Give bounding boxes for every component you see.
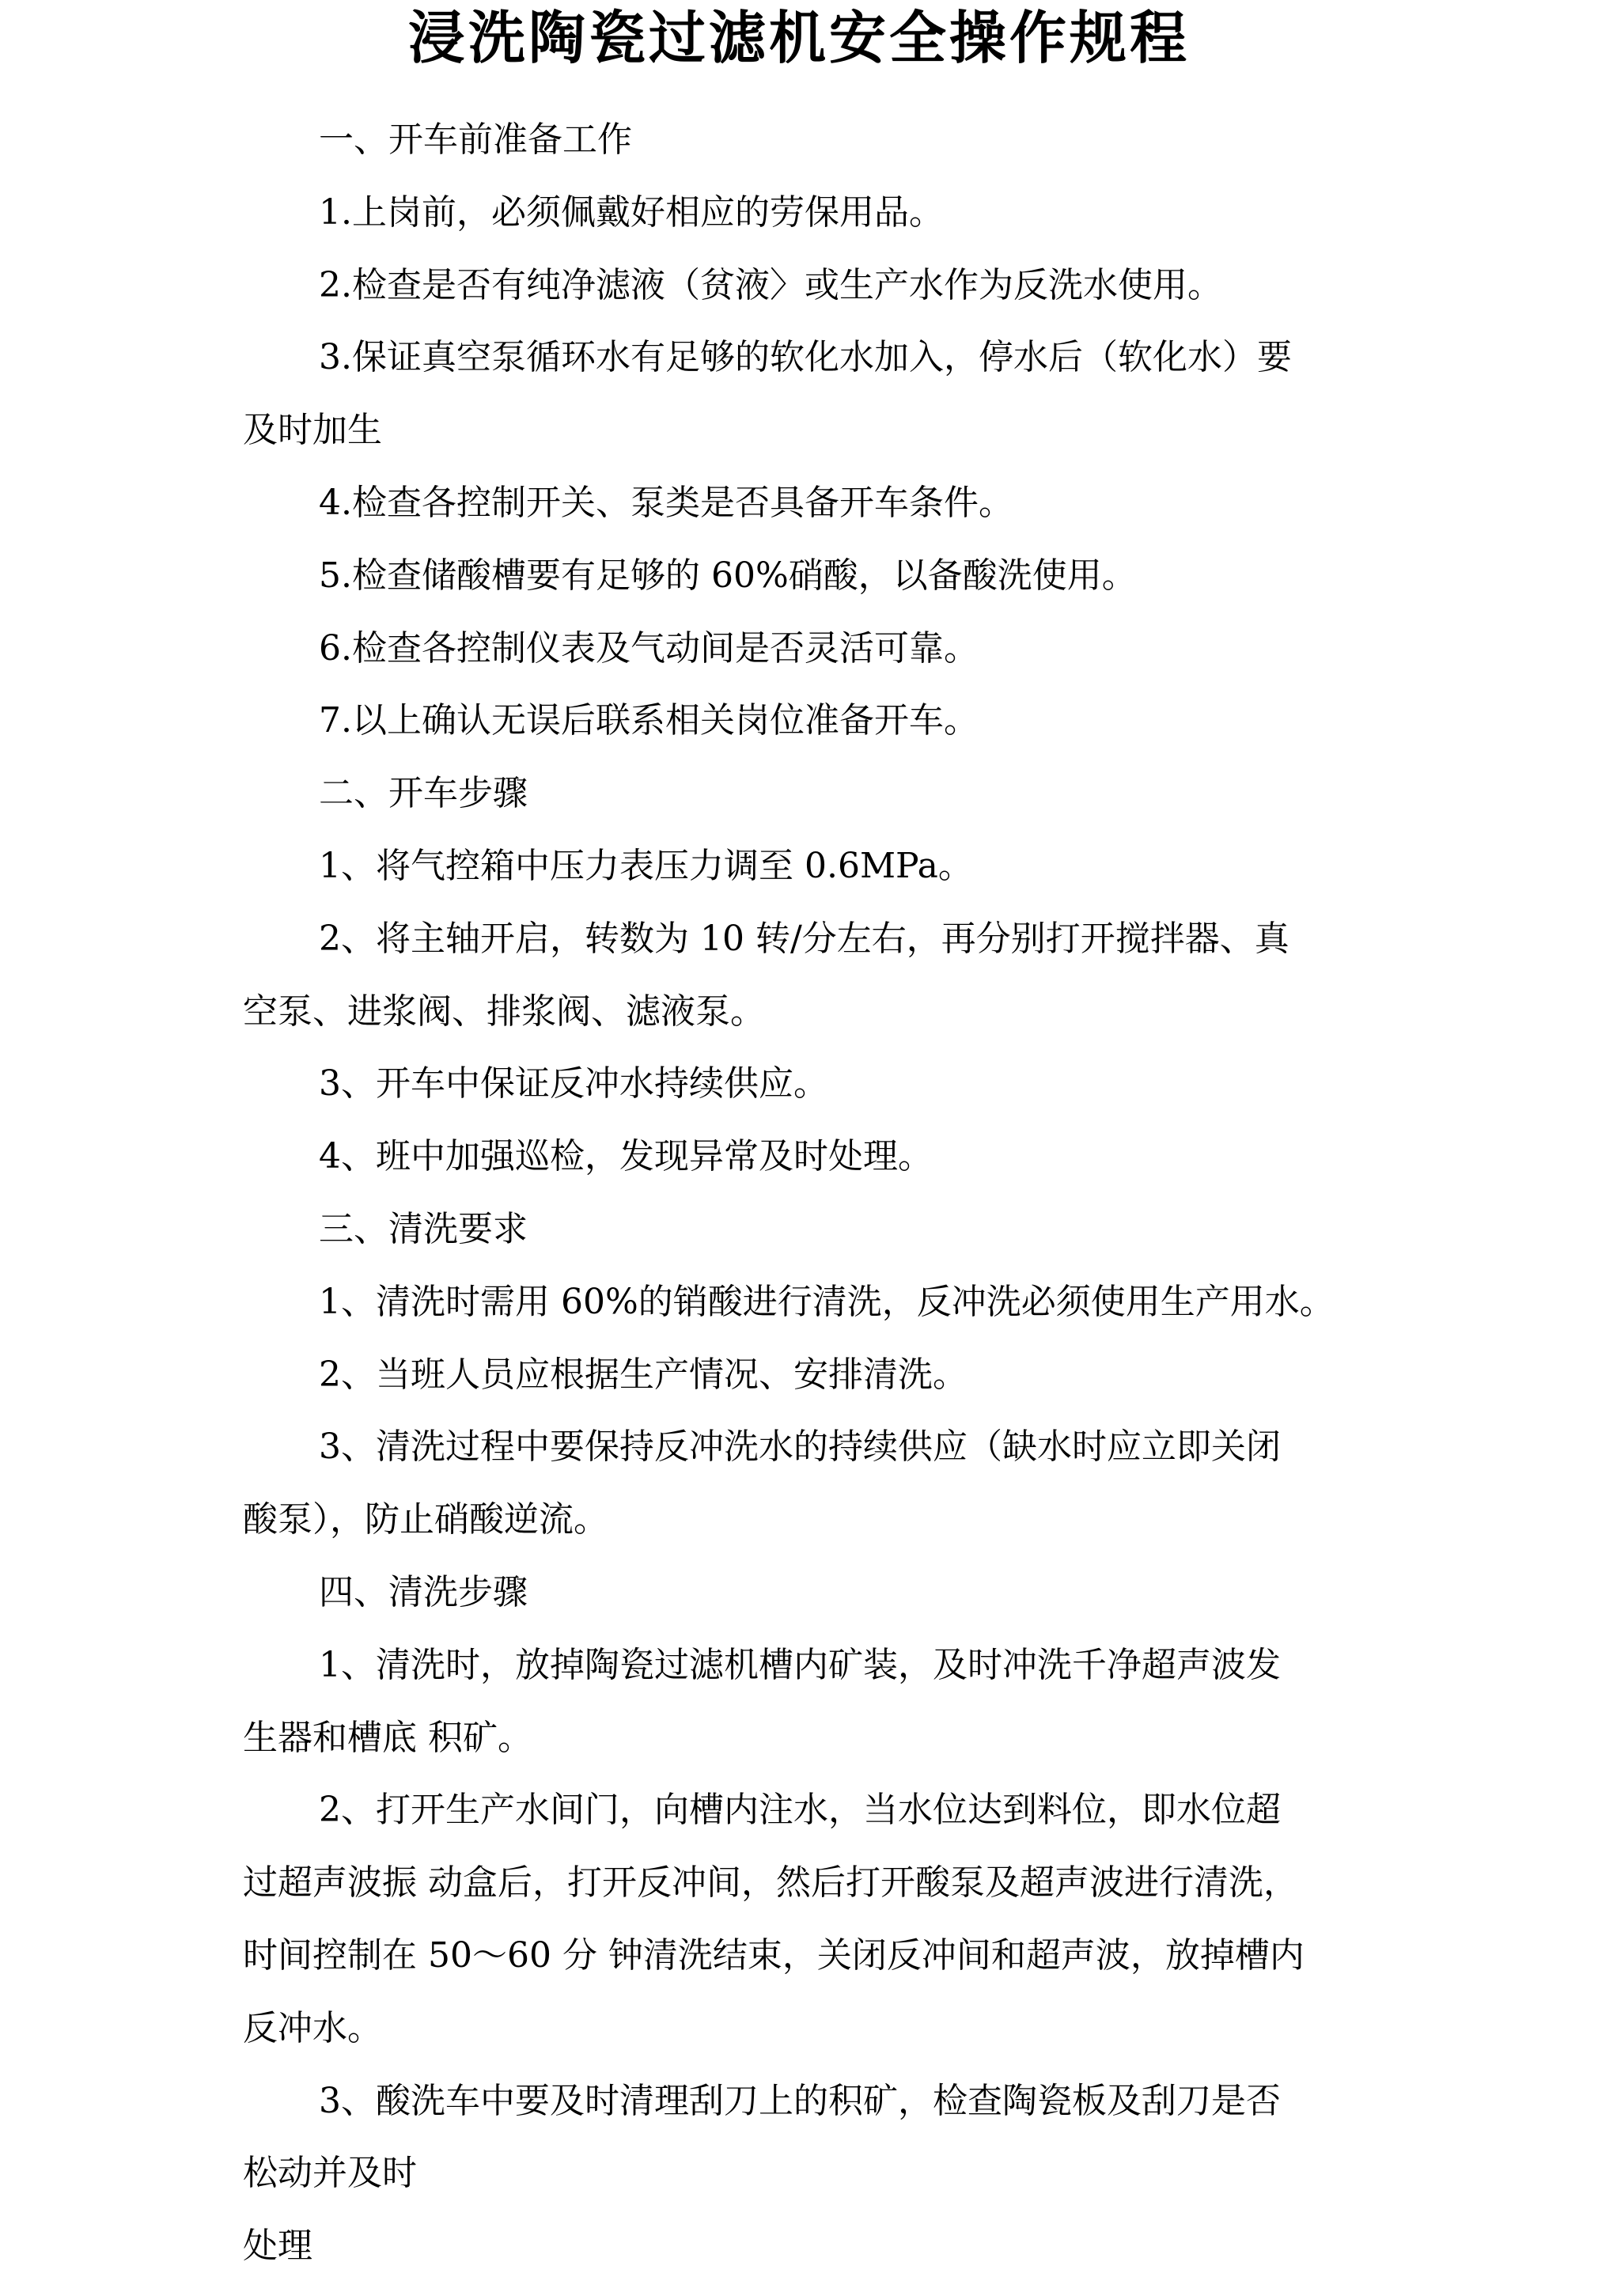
paragraph-line: 生器和槽底 积矿。: [243, 1717, 532, 1758]
paragraph-line: 2、将主轴开启，转数为 10 转/分左右，再分别打开搅拌器、真: [319, 918, 1289, 959]
paragraph-line: 7.以上确认无误后联系相关岗位准备开车。: [319, 700, 979, 741]
paragraph-line: 2、当班人员应根据生产情况、安排清洗。: [319, 1354, 968, 1395]
paragraph-line: 及时加生: [243, 410, 382, 451]
section-heading: 二、开车步骤: [319, 773, 528, 814]
paragraph-line: 反冲水。: [243, 2007, 382, 2048]
section-heading: 一、开车前准备工作: [319, 119, 632, 160]
paragraph-line: 1、清洗时需用 60%的销酸进行清洗，反冲洗必须使用生产用水。: [319, 1281, 1335, 1322]
paragraph-line: 过超声波振 动盒后，打开反冲间，然后打开酸泵及超声波进行清洗，: [243, 1862, 1298, 1904]
paragraph-line: 处理: [243, 2226, 312, 2267]
paragraph-line: 1、将气控箱中压力表压力调至 0.6MPa。: [319, 845, 973, 886]
section-heading: 四、清洗步骤: [319, 1571, 528, 1612]
document-title: 浸洗陶瓷过滤机安全操作规程: [407, 5, 1190, 71]
paragraph-line: 4.检查各控制开关、泵类是否具备开车条件。: [319, 482, 1013, 523]
paragraph-line: 3.保证真空泵循环水有足够的软化水加入，停水后（软化水）要: [319, 337, 1292, 378]
document-body: [243, 117, 1358, 2296]
paragraph-line: 1.上岗前，必须佩戴好相应的劳保用品。: [319, 191, 944, 233]
paragraph-line: 4、班中加强巡检，发现异常及时处理。: [319, 1136, 933, 1177]
section-heading: 三、清洗要求: [319, 1208, 528, 1249]
paragraph-line: 6.检查各控制仪表及气动间是否灵活可靠。: [319, 627, 979, 669]
paragraph-line: 时间控制在 50～60 分 钟清洗结束，关闭反冲间和超声波，放掉槽内: [243, 1934, 1305, 1976]
paragraph-line: 酸泵），防止硝酸逆流。: [243, 1499, 608, 1540]
paragraph-line: 2、打开生产水间门，向槽内注水，当水位达到料位，即水位超: [319, 1790, 1281, 1831]
paragraph-line: 松动并及时: [243, 2153, 417, 2194]
paragraph-line: 5.检查储酸槽要有足够的 60%硝酸，以备酸洗使用。: [319, 555, 1137, 596]
paragraph-line: 1、清洗时，放掉陶瓷过滤机槽内矿装，及时冲洗千净超声波发: [319, 1644, 1281, 1685]
paragraph-line: 2.检查是否有纯净滤液（贫液〉或生产水作为反洗水使用。: [319, 264, 1222, 305]
paragraph-line: 3、清洗过程中要保持反冲洗水的持续供应（缺水时应立即关闭: [319, 1426, 1281, 1468]
paragraph-line: 3、开车中保证反冲水持续供应。: [319, 1063, 828, 1104]
paragraph-line: 空泵、进浆阀、排浆阀、滤液泵。: [243, 991, 765, 1032]
paragraph-line: 3、酸洗车中要及时清理刮刀上的积矿，检查陶瓷板及刮刀是否: [319, 2080, 1281, 2121]
